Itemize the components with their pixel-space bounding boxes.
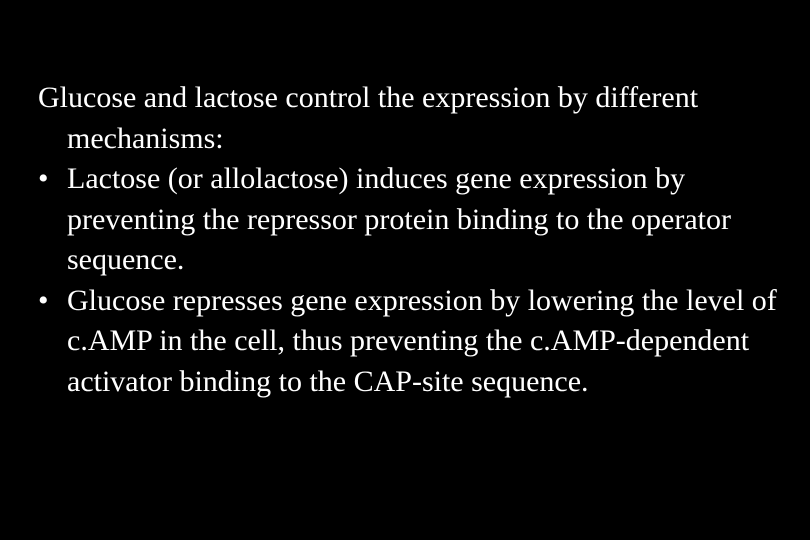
bullet-text-glucose: Glucose represses gene expression by lowering the level of c.AMP in the cell, thus preventing the c.AMP-dependent activator binding to the CAP-site sequence. — [67, 283, 777, 398]
slide-body — [38, 78, 778, 402]
bullet-icon: • — [38, 283, 49, 317]
bullet-icon: • — [38, 162, 49, 195]
bullet-list — [38, 159, 778, 402]
bullet-item-lactose — [38, 159, 778, 281]
intro-text: Glucose and lactose control the expression by different mechanisms: — [38, 81, 699, 155]
bullet-text-lactose: Lactose (or allolactose) induces gene expression by preventing the repressor protein binding to the operator sequence. — [67, 162, 731, 276]
bullet-item-glucose — [38, 281, 778, 403]
